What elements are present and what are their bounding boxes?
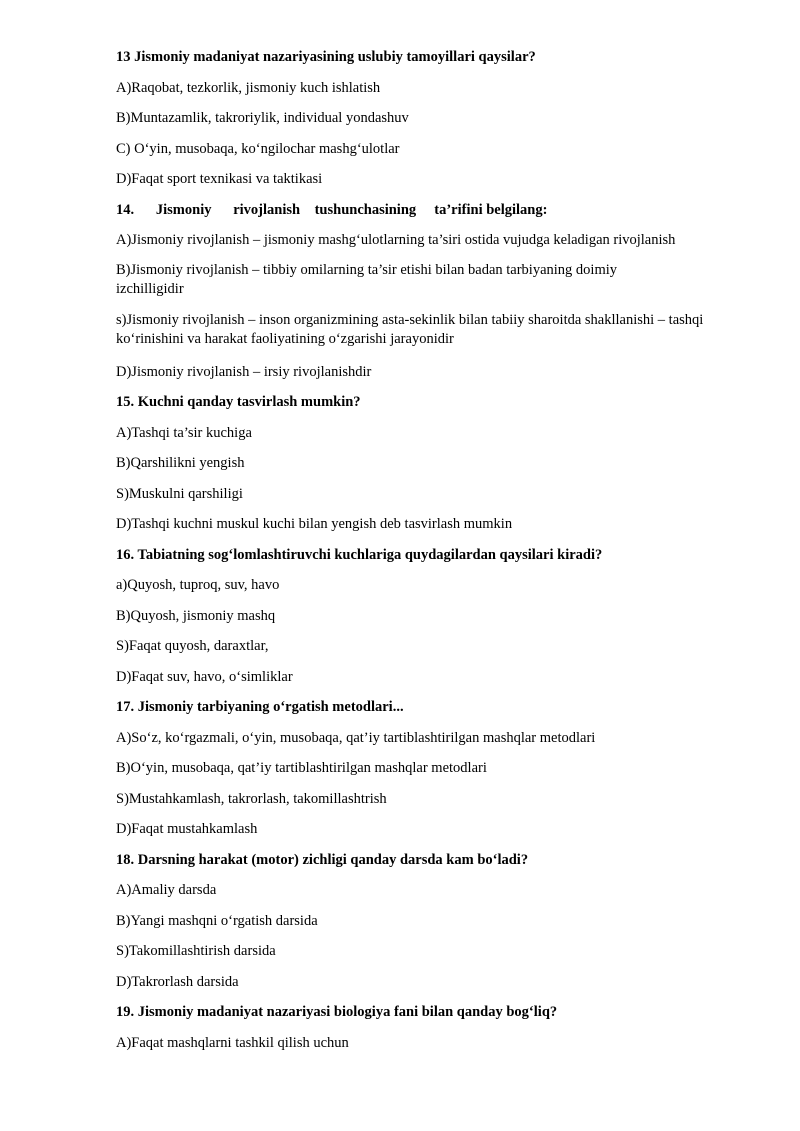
question-16: 16. Tabiatning sog‘lomlashtiruvchi kuchlariga quydagilardan qaysilari kiradi? — [116, 547, 603, 563]
option-14-d: D)Jismoniy rivojlanish – irsiy rivojlanishdir — [116, 364, 372, 380]
question-18: 18. Darsning harakat (motor) zichligi qanday darsda kam bo‘ladi? — [116, 852, 529, 868]
question-15: 15. Kuchni qanday tasvirlash mumkin? — [116, 394, 361, 410]
option-17-b: B)O‘yin, musobaqa, qat’iy tartiblashtirilgan mashqlar metodlari — [116, 760, 487, 776]
option-14-c: s)Jismoniy rivojlanish – inson organizmining asta-sekinlik bilan tabiiy sharoitda shakllanishi – tashqi ko‘rinishini va harakat faoliyatining o‘zgarishi jarayonidir — [116, 312, 704, 347]
option-17-a: A)So‘z, ko‘rgazmali, o‘yin, musobaqa, qat’iy tartiblashtirilgan mashqlar metodlari — [116, 730, 596, 746]
option-16-a: a)Quyosh, tuproq, suv, havo — [116, 577, 280, 593]
option-19-a: A)Faqat mashqlarni tashkil qilish uchun — [116, 1035, 349, 1051]
option-18-c: S)Takomillashtirish darsida — [116, 943, 276, 959]
option-17-c: S)Mustahkamlash, takrorlash, takomillashtrish — [116, 791, 387, 807]
question-13: 13 Jismoniy madaniyat nazariyasining uslubiy tamoyillari qaysilar? — [116, 49, 536, 65]
question-19: 19. Jismoniy madaniyat nazariyasi biologiya fani bilan qanday bog‘liq? — [116, 1004, 558, 1020]
option-18-d: D)Takrorlash darsida — [116, 974, 239, 990]
option-13-a: A)Raqobat, tezkorlik, jismoniy kuch ishlatish — [116, 80, 381, 96]
question-17: 17. Jismoniy tarbiyaning o‘rgatish metodlari... — [116, 699, 404, 715]
option-16-b: B)Quyosh, jismoniy mashq — [116, 608, 276, 624]
option-18-a: A)Amaliy darsda — [116, 882, 217, 898]
option-15-c: S)Muskulni qarshiligi — [116, 486, 243, 502]
question-14: 14. Jismoniy rivojlanish tushunchasining ta’rifini belgilang: — [116, 202, 548, 218]
option-16-d: D)Faqat suv, havo, o‘simliklar — [116, 669, 293, 685]
option-16-c: S)Faqat quyosh, daraxtlar, — [116, 638, 269, 654]
option-14-a: A)Jismoniy rivojlanish – jismoniy mashg‘ulotlarning ta’siri ostida vujudga keladigan rivojlanish — [116, 232, 676, 248]
option-15-a: A)Tashqi ta’sir kuchiga — [116, 425, 252, 441]
option-14-b: B)Jismoniy rivojlanish – tibbiy omilarning ta’sir etishi bilan badan tarbiyaning doimiy izchilligidir — [116, 262, 618, 297]
option-17-d: D)Faqat mustahkamlash — [116, 821, 258, 837]
option-13-d: D)Faqat sport texnikasi va taktikasi — [116, 171, 323, 187]
option-18-b: B)Yangi mashqni o‘rgatish darsida — [116, 913, 318, 929]
option-13-b: B)Muntazamlik, takroriylik, individual yondashuv — [116, 110, 409, 126]
option-13-c: C) O‘yin, musobaqa, ko‘ngilochar mashg‘ulotlar — [116, 141, 400, 157]
option-15-b: B)Qarshilikni yengish — [116, 455, 245, 471]
option-15-d: D)Tashqi kuchni muskul kuchi bilan yengish deb tasvirlash mumkin — [116, 516, 513, 532]
